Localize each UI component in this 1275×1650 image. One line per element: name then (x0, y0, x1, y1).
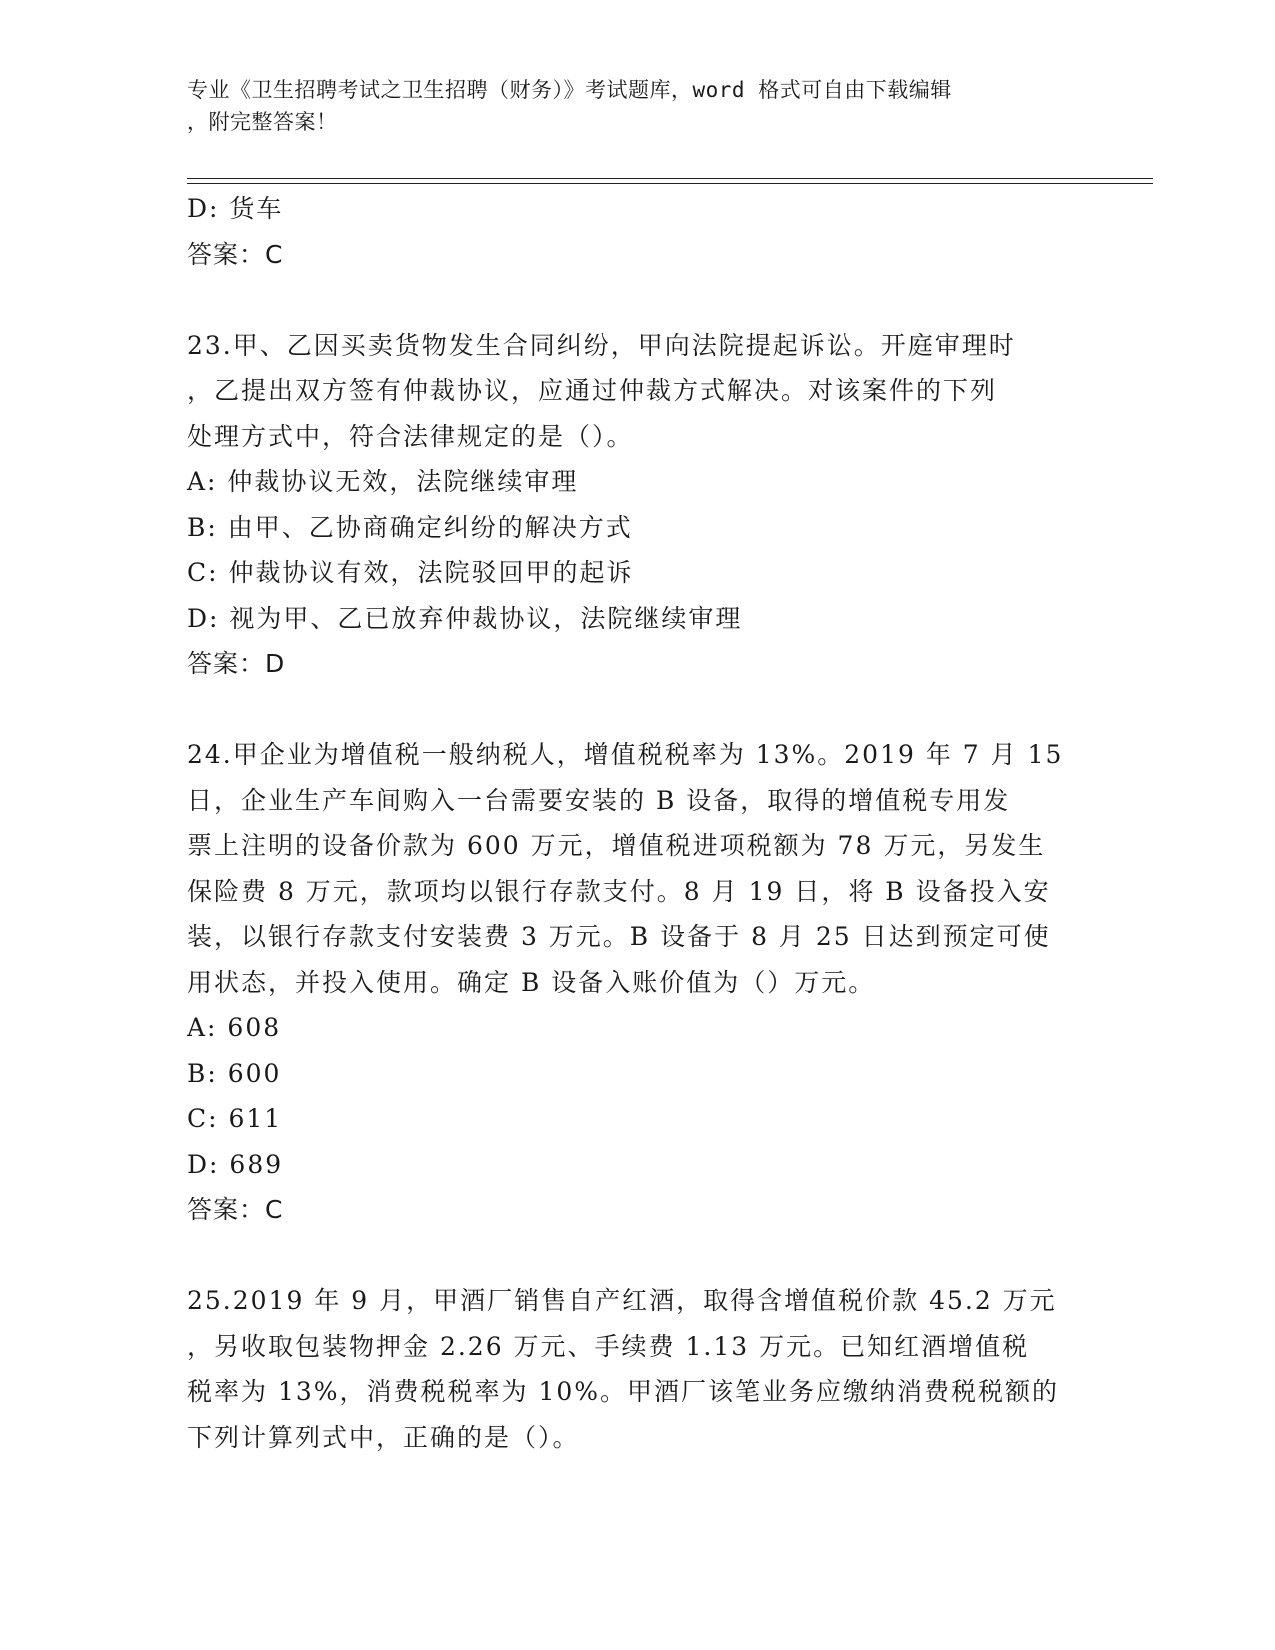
option-c: C: 仲裁协议有效，法院驳回甲的起诉 (187, 558, 634, 587)
answer-line: 答案：D (187, 649, 286, 678)
answer-line: 答案：C (187, 1195, 284, 1224)
header-line-1: 专业《卫生招聘考试之卫生招聘（财务）》考试题库，word 格式可自由下载编辑 (187, 78, 952, 102)
question-text-line: 装，以银行存款支付安装费 3 万元。B 设备于 8 月 25 日达到预定可使 (187, 922, 1051, 951)
question-text-line: 处理方式中，符合法律规定的是（）。 (187, 421, 634, 451)
question-text-line: 24.甲企业为增值税一般纳税人，增值税税率为 13%。2019 年 7 月 15 (187, 740, 1064, 769)
question-text-line: ，另收取包装物押金 2.26 万元、手续费 1.13 万元。已知红酒增值税 (187, 1331, 1030, 1361)
question-text-line: 日，企业生产车间购入一台需要安装的 B 设备，取得的增值税专用发 (187, 785, 1011, 815)
question-23 (187, 323, 1087, 687)
option-d: D: 视为甲、乙已放弃仲裁协议，法院继续审理 (187, 603, 743, 633)
header-line-2: ，附完整答案！ (187, 110, 338, 134)
page-header (187, 74, 1067, 138)
spacer (187, 277, 1087, 323)
option-d: D: 689 (187, 1149, 284, 1179)
header-rule-bottom (187, 183, 1153, 184)
answer-line: 答案：C (187, 239, 284, 269)
option-b: B: 600 (187, 1058, 282, 1088)
question-24 (187, 732, 1087, 1233)
question-25 (187, 1278, 1087, 1460)
question-text-line: 保险费 8 万元，款项均以银行存款支付。8 月 19 日，将 B 设备投入安 (187, 876, 1051, 906)
option-c: C: 611 (187, 1104, 283, 1133)
question-text-line: ，乙提出双方签有仲裁协议，应通过仲裁方式解决。对该案件的下列 (187, 376, 998, 405)
header-rule-top (187, 178, 1153, 179)
question-text-line: 用状态，并投入使用。确定 B 设备入账价值为（）万元。 (187, 967, 876, 997)
question-text-line: 下列计算列式中，正确的是（）。 (187, 1422, 580, 1452)
option-b: B: 由甲、乙协商确定纠纷的解决方式 (187, 512, 633, 542)
question-text-line: 票上注明的设备价款为 600 万元，增值税进项税额为 78 万元，另发生 (187, 831, 1046, 860)
option-d: D: 货车 (187, 194, 284, 223)
option-a: A: 608 (187, 1013, 282, 1042)
question-text-line: 23.甲、乙因买卖货物发生合同纠纷，甲向法院提起诉讼。开庭审理时 (187, 330, 1016, 360)
spacer (187, 687, 1087, 733)
spacer (187, 1233, 1087, 1279)
question-text-line: 税率为 13%，消费税税率为 10%。甲酒厂该笔业务应缴纳消费税税额的 (187, 1377, 1060, 1406)
option-a: A: 仲裁协议无效，法院继续审理 (187, 467, 579, 496)
question-text-line: 25.2019 年 9 月，甲酒厂销售自产红酒，取得含增值税价款 45.2 万元 (187, 1286, 1057, 1315)
document-body (187, 186, 1087, 1460)
